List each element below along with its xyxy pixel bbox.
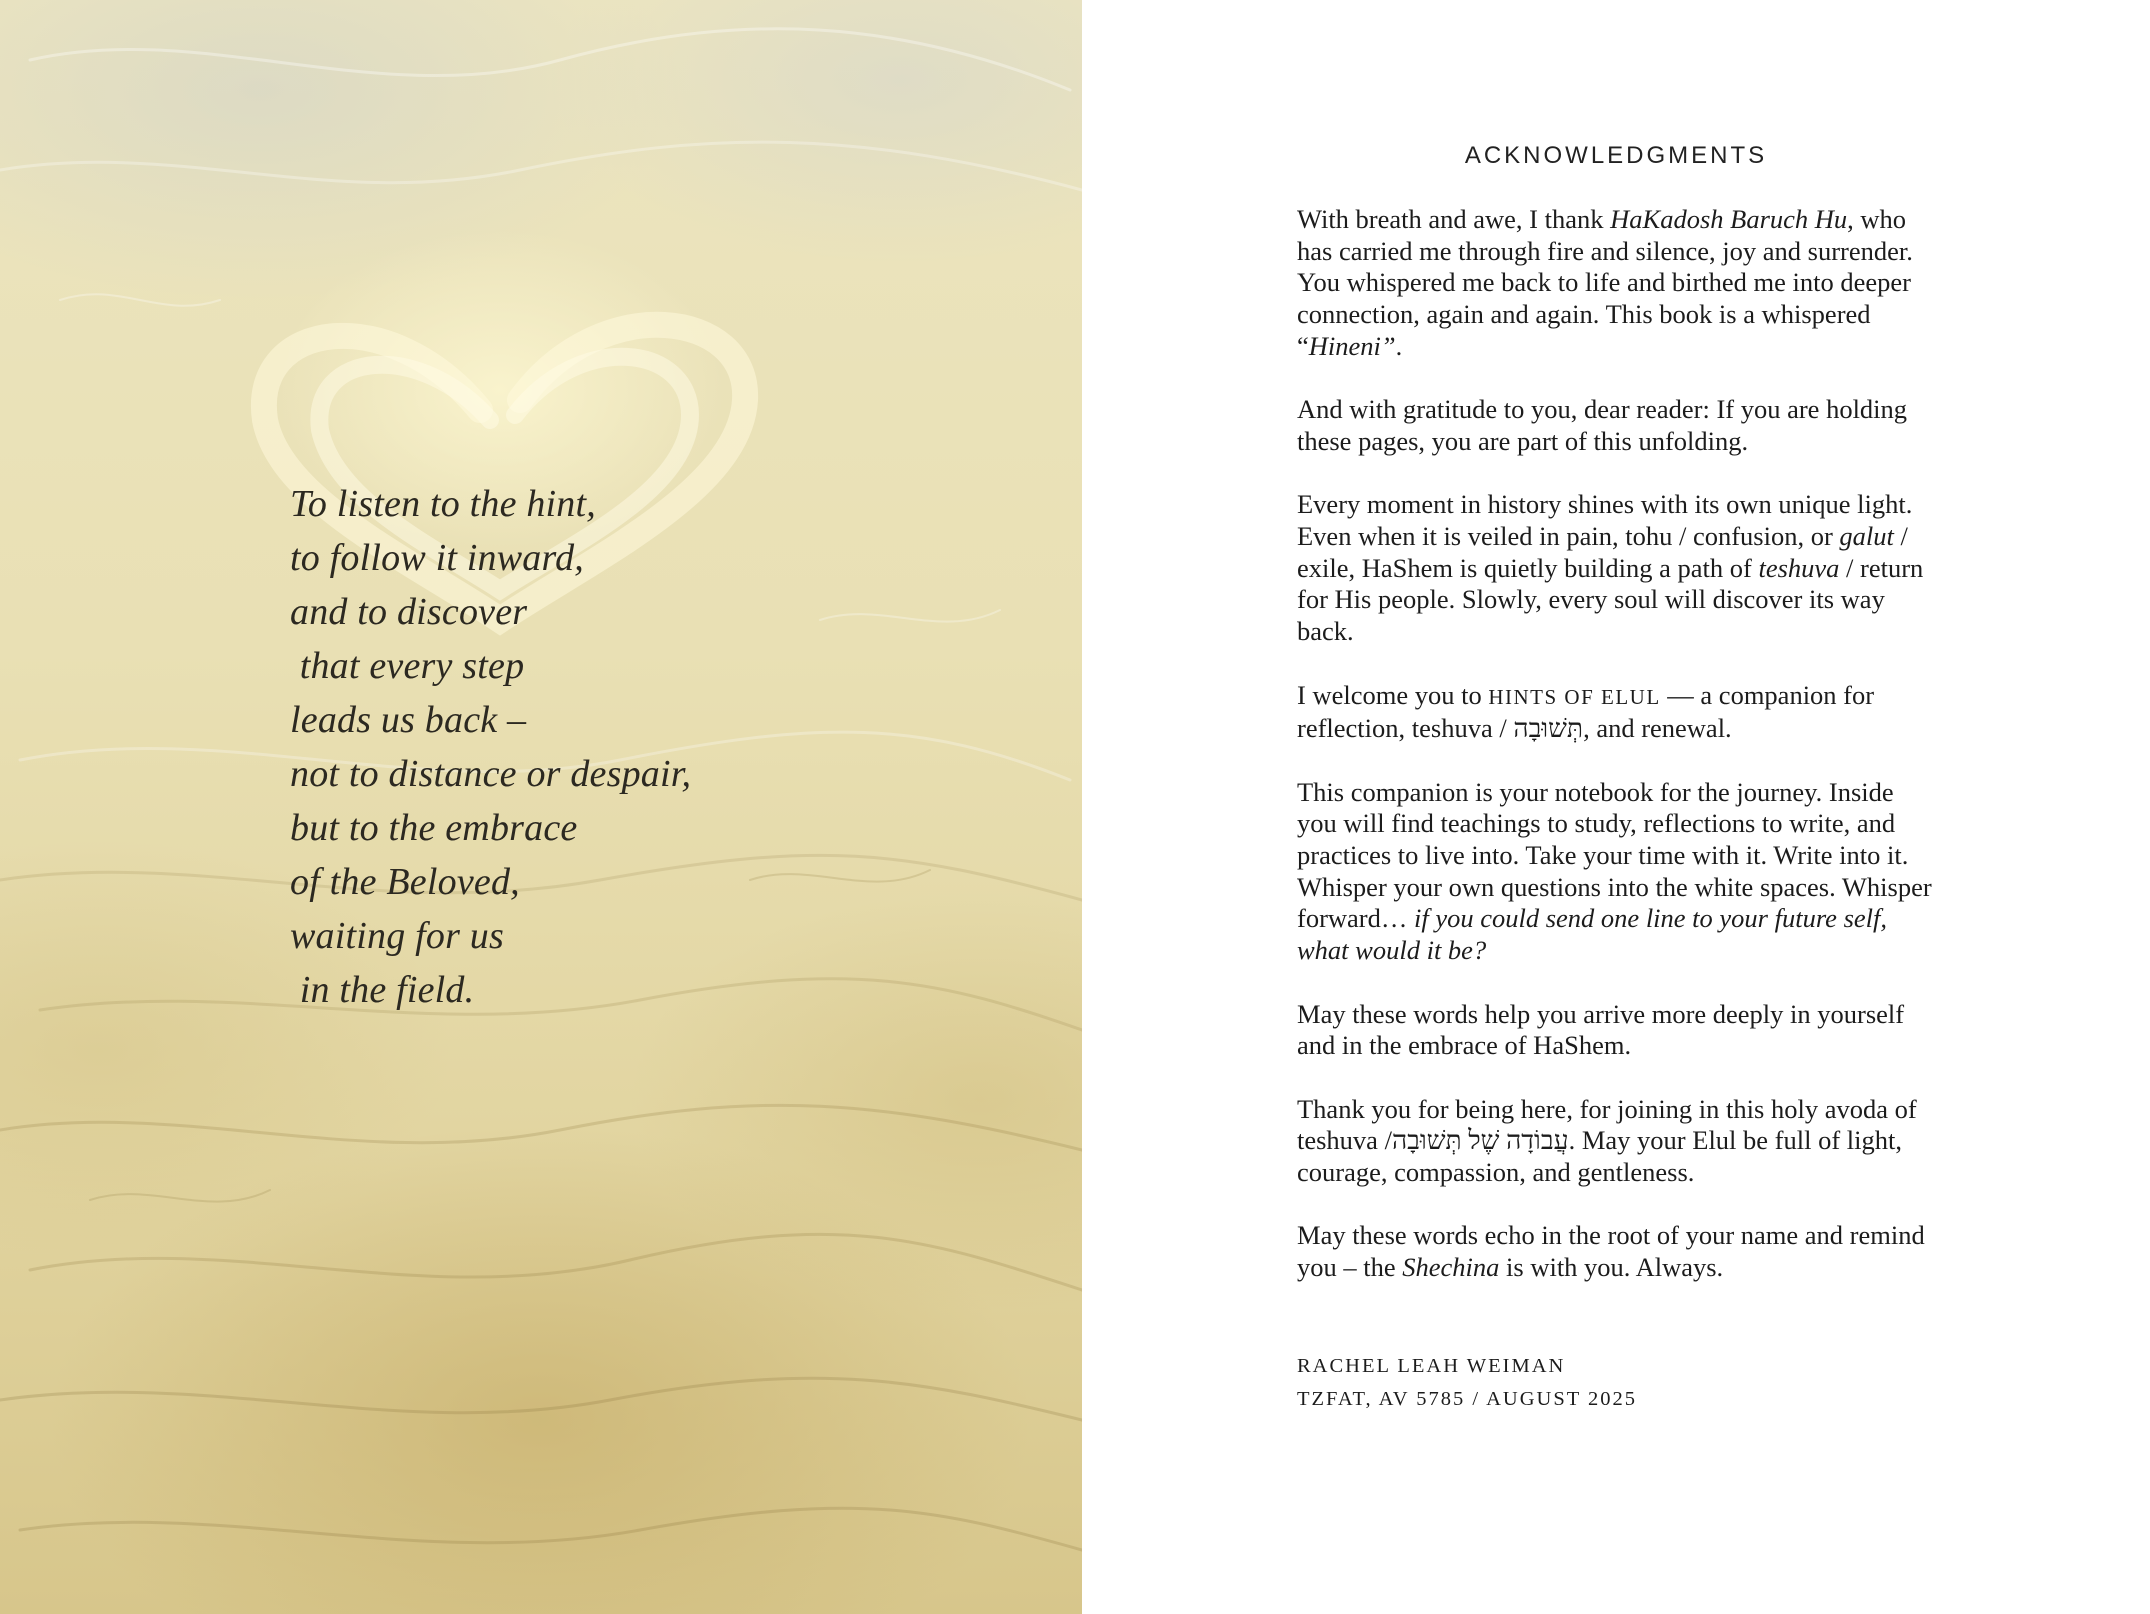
poem-line: but to the embrace <box>290 807 578 849</box>
text-run: / exile, HaShem is quietly building a path of <box>1297 521 1908 583</box>
text-run-italic: galut <box>1839 521 1894 551</box>
text-run: Every moment in history shines with its own unique light. Even when it is veiled in pain, tohu / confusion, or <box>1297 489 1913 551</box>
poem-line: To listen to the hint, <box>290 483 596 525</box>
signature <box>1297 1350 1997 1416</box>
poem-line: not to distance or despair, <box>290 753 692 795</box>
text-run: is with you. Always. <box>1499 1252 1724 1283</box>
text-run: Thank you for being here, for joining in this holy avoda of teshuva / <box>1297 1093 1917 1156</box>
text-run: This companion is your notebook for the journey. Inside you will find teachings to study, reflections to write, and practices to live into. Take your time with it. Write into it. Whisper your own questions into the white spaces. Whisper forward… <box>1297 776 1932 934</box>
text-run-italic: Shechina <box>1402 1252 1500 1283</box>
paragraph-6: May these words help you arrive more deeply in yourself and in the embrace of HaShem. <box>1297 998 1905 1061</box>
text-run: — a companion for reflection, teshuva / <box>1297 679 1875 744</box>
hebrew-text: תְּשׁוּבָה <box>1513 713 1584 744</box>
poem-line: to follow it inward, <box>290 537 584 579</box>
paragraph-4 <box>1297 680 1937 745</box>
hebrew-text: .עֲבוֹדָה שֶׁל תְּשׁוּבָה <box>1391 1125 1576 1156</box>
poem-line: and to discover <box>290 591 528 633</box>
text-run-italic: HaKadosh Baruch Hu <box>1610 204 1848 234</box>
poem-line: of the Beloved, <box>290 861 520 903</box>
paragraph-3 <box>1297 489 1937 648</box>
poem-line: that every step <box>290 645 525 687</box>
paragraph-7 <box>1297 1094 1937 1189</box>
text-run: With breath and awe, I thank <box>1297 204 1611 234</box>
poem-line: in the field. <box>290 969 475 1011</box>
paragraph-5 <box>1297 777 1937 967</box>
page-title: ACKNOWLEDGMENTS <box>1464 142 1768 169</box>
acknowledgments-body <box>1297 204 1937 1284</box>
text-run-italic: Hineni” <box>1308 330 1396 361</box>
paragraph-2: And with gratitude to you, dear reader: If you are holding these pages, you are part of this unfolding. <box>1297 394 1908 456</box>
paragraph-8 <box>1297 1220 1937 1283</box>
author-name: RACHEL LEAH WEIMAN <box>1297 1355 1566 1377</box>
book-title: HINTS OF ELUL <box>1488 684 1661 709</box>
text-run-italic: teshuva <box>1758 552 1840 583</box>
text-run: . <box>1395 330 1403 361</box>
text-run: / return for His people. Slowly, every soul will discover its way back. <box>1297 552 1924 647</box>
paragraph-1 <box>1297 204 1937 363</box>
text-run: May your Elul be full of light, courage, compassion, and gentleness. <box>1297 1125 1903 1187</box>
text-run: I welcome you to <box>1297 679 1489 710</box>
poem-line: waiting for us <box>290 915 504 957</box>
right-page <box>1082 0 2150 1614</box>
text-run-italic: if you could send one line to your future self, what would it be? <box>1297 903 1887 966</box>
text-run: May these words echo in the root of your name and remind you – the <box>1297 1220 1925 1283</box>
poem <box>290 477 691 1017</box>
place-date: TZFAT, AV 5785 / AUGUST 2025 <box>1297 1388 1638 1410</box>
poem-line: leads us back – <box>290 699 527 741</box>
text-run: , and renewal. <box>1583 713 1732 744</box>
text-run: , who has carried me through fire and silence, joy and surrender. You whispered me back to life and birthed me into deeper connection, again and again. This book is a whispered “ <box>1297 204 1913 361</box>
